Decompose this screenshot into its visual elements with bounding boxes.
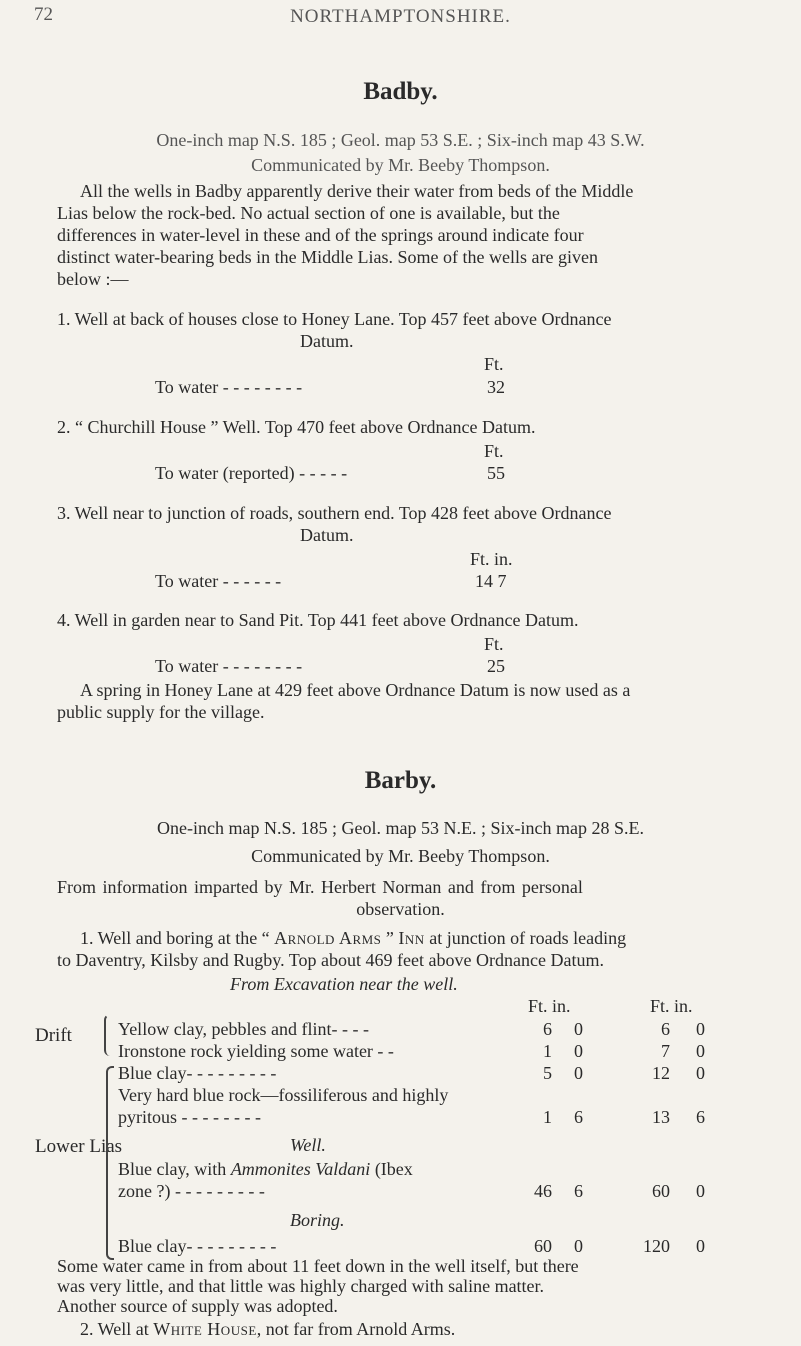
thickness-ft: 5: [543, 1063, 552, 1083]
water-depth: 25: [487, 656, 505, 676]
badby-communicated: Communicated by Mr. Beeby Thompson.: [251, 155, 550, 175]
badby-maps: One-inch map N.S. 185 ; Geol. map 53 S.E. ; Six-inch map 43 S.W.: [156, 130, 645, 150]
barby-info-line: observation.: [356, 899, 445, 919]
stratum-description: Yellow clay, pebbles and flint- - - -: [118, 1019, 369, 1039]
subhead-well: Well.: [290, 1135, 326, 1155]
barby-maps: One-inch map N.S. 185 ; Geol. map 53 N.E. ; Six-inch map 28 S.E.: [157, 818, 644, 838]
stratum-description: Very hard blue rock—fossiliferous and highly: [118, 1085, 449, 1105]
thickness-ft: 6: [543, 1019, 552, 1039]
well-description: 1. Well at back of houses close to Honey Lane. Top 457 feet above Ordnance: [57, 309, 612, 329]
thickness-ft: 1: [543, 1041, 552, 1061]
drift-brace: [104, 1014, 112, 1056]
subhead-boring: Boring.: [290, 1210, 345, 1230]
badby-intro-line: All the wells in Badby apparently derive their water from beds of the Middle: [80, 181, 634, 201]
thickness-in: 6: [574, 1107, 583, 1127]
inn-name: Arnold Arms: [274, 928, 382, 948]
depth-in: 0: [696, 1019, 705, 1039]
well-text: , not far from Arnold Arms.: [256, 1319, 456, 1339]
thickness-in: 6: [574, 1181, 583, 1201]
water-label: To water - - - - - - - -: [155, 656, 303, 676]
water-label: To water - - - - - - - -: [155, 377, 303, 397]
stratum-description: [118, 1159, 413, 1180]
well-description: Datum.: [300, 525, 354, 545]
col-header-depth: Ft. in.: [650, 996, 693, 1016]
depth-in: 0: [696, 1236, 705, 1256]
well-description: Datum.: [300, 331, 354, 351]
spring-note-line: public supply for the village.: [57, 702, 265, 722]
depth-ft: 120: [643, 1236, 670, 1256]
depth-ft: 13: [652, 1107, 670, 1127]
stratum-description: zone ?) - - - - - - - - -: [118, 1181, 265, 1201]
group-label-drift: Drift: [35, 1025, 72, 1046]
desc-text: Blue clay, with: [118, 1159, 231, 1179]
page-number: 72: [34, 4, 53, 25]
thickness-in: 0: [574, 1063, 583, 1083]
section-title: From Excavation near the well.: [230, 974, 458, 994]
depth-ft: 60: [652, 1181, 670, 1201]
water-label: To water - - - - - -: [155, 571, 282, 591]
thickness-in: 0: [574, 1236, 583, 1256]
stratum-description: pyritous - - - - - - - -: [118, 1107, 261, 1127]
depth-in: 6: [696, 1107, 705, 1127]
thickness-in: 0: [574, 1019, 583, 1039]
stratum-description: Blue clay- - - - - - - - -: [118, 1236, 277, 1256]
lower-lias-brace: [106, 1066, 114, 1260]
barby-well-1-intro: [80, 928, 626, 949]
well-description: 2. “ Churchill House ” Well. Top 470 feet above Ordnance Datum.: [57, 417, 536, 437]
intro-text: at junction of roads leading: [424, 928, 627, 948]
badby-intro-line: distinct water-bearing beds in the Middle Lias. Some of the wells are given: [57, 247, 598, 267]
unit-header: Ft. in.: [470, 549, 513, 569]
depth-ft: 6: [661, 1019, 670, 1039]
depth-in: 0: [696, 1063, 705, 1083]
barby-note-line: Some water came in from about 11 feet down in the well itself, but there: [57, 1256, 579, 1276]
thickness-ft: 1: [543, 1107, 552, 1127]
water-depth: 14 7: [475, 571, 507, 591]
running-title: NORTHAMPTONSHIRE.: [290, 6, 511, 27]
badby-intro-line: differences in water-level in these and of the springs around indicate four: [57, 225, 584, 245]
col-header-thickness: Ft. in.: [528, 996, 571, 1016]
water-label: To water (reported) - - - - -: [155, 463, 348, 483]
house-name: White House: [153, 1319, 257, 1339]
depth-ft: 12: [652, 1063, 670, 1083]
species-name: Ammonites Valdani: [230, 1159, 371, 1179]
unit-header: Ft.: [484, 441, 504, 461]
barby-well-1-intro-line2: to Daventry, Kilsby and Rugby. Top about 469 feet above Ordnance Datum.: [57, 950, 604, 970]
well-description: 4. Well in garden near to Sand Pit. Top 441 feet above Ordnance Datum.: [57, 610, 579, 630]
barby-info-line: From information imparted by Mr. Herbert Norman and from personal: [57, 877, 583, 897]
depth-ft: 7: [661, 1041, 670, 1061]
group-label-lower-lias: Lower Lias: [35, 1136, 123, 1157]
section-heading-barby: Barby.: [364, 767, 437, 794]
stratum-description: Ironstone rock yielding some water - -: [118, 1041, 394, 1061]
intro-text: 1. Well and boring at the “: [80, 928, 275, 948]
inn-label: Inn: [398, 928, 425, 948]
depth-in: 0: [696, 1041, 705, 1061]
spring-note-line: A spring in Honey Lane at 429 feet above Ordnance Datum is now used as a: [80, 680, 631, 700]
barby-well-2-heading: [80, 1319, 455, 1340]
desc-text: (Ibex: [370, 1159, 413, 1179]
thickness-in: 0: [574, 1041, 583, 1061]
thickness-ft: 60: [534, 1236, 552, 1256]
depth-in: 0: [696, 1181, 705, 1201]
barby-note-line: Another source of supply was adopted.: [57, 1296, 338, 1316]
unit-header: Ft.: [484, 634, 504, 654]
well-text: 2. Well at: [80, 1319, 154, 1339]
water-depth: 55: [487, 463, 505, 483]
badby-intro-line: below :—: [57, 269, 129, 289]
thickness-ft: 46: [534, 1181, 552, 1201]
unit-header: Ft.: [484, 354, 504, 374]
barby-note-line: was very little, and that little was highly charged with saline matter.: [57, 1276, 545, 1296]
badby-intro-line: Lias below the rock-bed. No actual section of one is available, but the: [57, 203, 560, 223]
barby-communicated: Communicated by Mr. Beeby Thompson.: [251, 846, 550, 866]
water-depth: 32: [487, 377, 505, 397]
well-description: 3. Well near to junction of roads, southern end. Top 428 feet above Ordnance: [57, 503, 612, 523]
section-heading-badby: Badby.: [363, 78, 438, 105]
intro-text: ”: [381, 928, 399, 948]
stratum-description: Blue clay- - - - - - - - -: [118, 1063, 277, 1083]
